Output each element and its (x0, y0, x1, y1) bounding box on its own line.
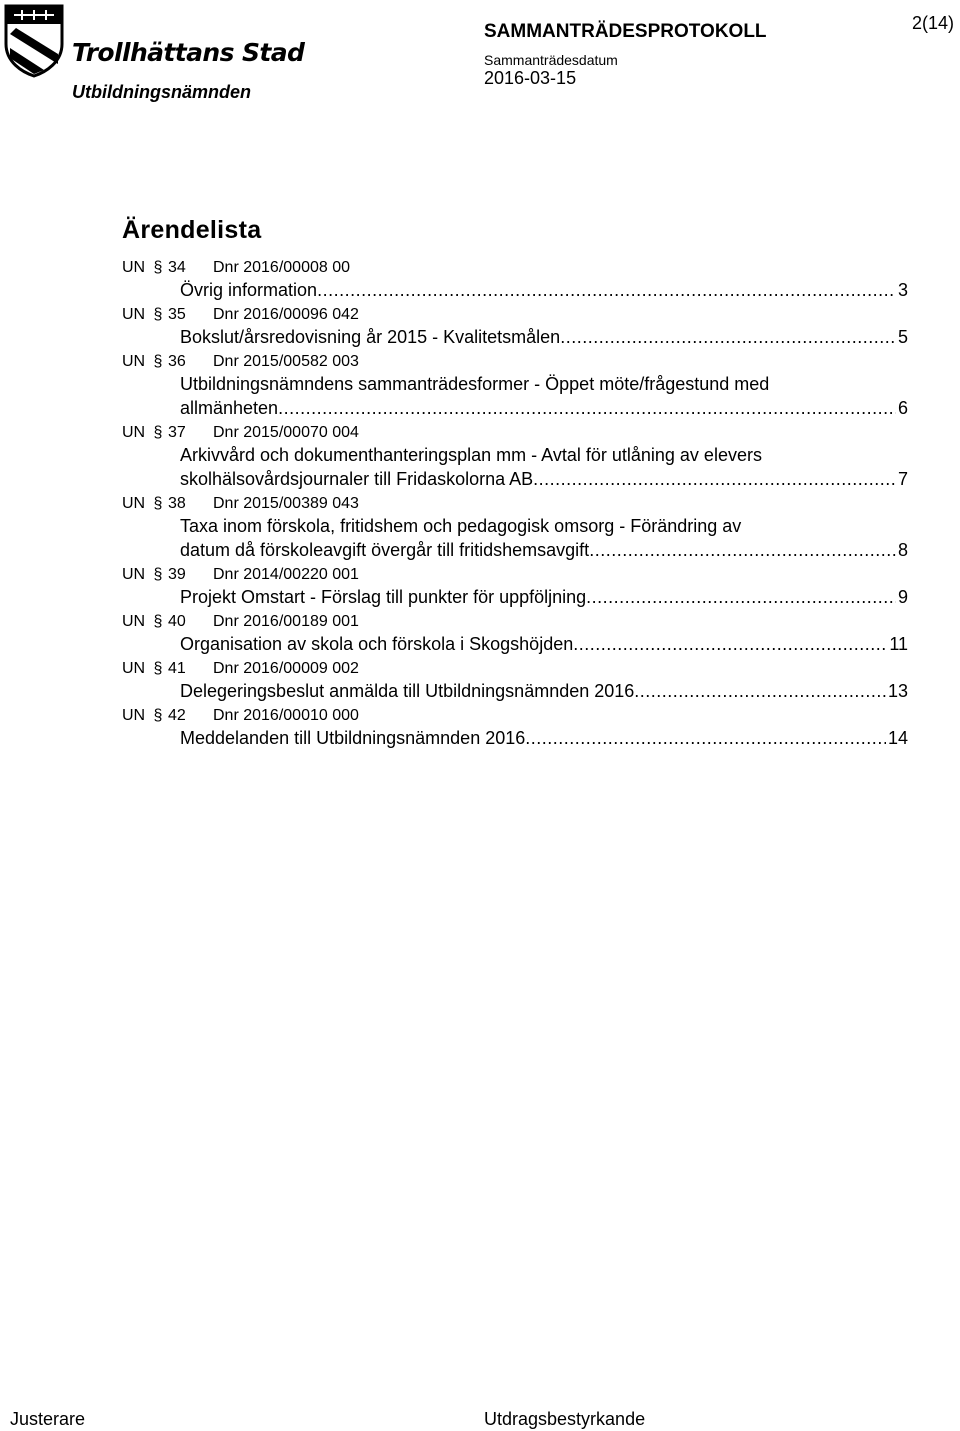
diary-number: Dnr 2016/00096 042 (213, 306, 359, 323)
paragraph-number: 41 (168, 660, 186, 677)
diary-number: Dnr 2015/00389 043 (213, 495, 359, 512)
diary-number: Dnr 2015/00070 004 (213, 424, 359, 441)
dot-leader (634, 679, 886, 703)
agenda-item-title-line (180, 325, 908, 349)
agenda-item[interactable] (122, 494, 908, 562)
agenda-item-page[interactable]: 3 (897, 280, 908, 300)
committee-code: UN (122, 707, 146, 724)
agenda-item-page[interactable]: 8 (897, 540, 908, 560)
footer-justerare: Justerare (10, 1409, 86, 1429)
agenda-item-page[interactable]: 5 (897, 327, 908, 347)
agenda-list (122, 258, 908, 753)
agenda-item-reference (122, 352, 908, 372)
agenda-item-title-line (180, 726, 908, 750)
section-sign-icon: § (153, 353, 163, 370)
paragraph-number: 39 (168, 566, 186, 583)
agenda-item[interactable] (122, 258, 908, 302)
paragraph-number: 36 (168, 353, 186, 370)
agenda-item[interactable] (122, 612, 908, 656)
page-number: 2(14) (911, 13, 954, 33)
agenda-item-title-text: Övrig information (180, 280, 318, 300)
agenda-item[interactable] (122, 352, 908, 420)
agenda-item-title (180, 443, 908, 491)
agenda-item-title (180, 585, 908, 609)
agenda-item-reference (122, 423, 908, 443)
agenda-item-title (180, 278, 908, 302)
section-title: Ärendelista (122, 216, 262, 244)
committee-code: UN (122, 306, 146, 323)
agenda-item-title-line (180, 585, 908, 609)
page-header (0, 0, 960, 110)
agenda-item[interactable] (122, 565, 908, 609)
committee-code: UN (122, 259, 146, 276)
agenda-item[interactable] (122, 659, 908, 703)
agenda-item-reference (122, 659, 908, 679)
section-sign-icon: § (153, 306, 163, 323)
committee-code: UN (122, 660, 146, 677)
section-sign-icon: § (153, 707, 163, 724)
diary-number: Dnr 2015/00582 003 (213, 353, 359, 370)
agenda-item-title-text: Organisation av skola och förskola i Skogshöjden (180, 634, 574, 654)
paragraph-number: 34 (168, 259, 186, 276)
section-sign-icon: § (153, 495, 163, 512)
footer-utdragsbestyrkande: Utdragsbestyrkande (484, 1409, 646, 1429)
agenda-item-title (180, 632, 908, 656)
agenda-item-title-text: allmänheten (180, 398, 279, 418)
agenda-item-page[interactable]: 9 (897, 587, 908, 607)
diary-number: Dnr 2016/00009 002 (213, 660, 359, 677)
committee-code: UN (122, 424, 146, 441)
agenda-item-title-text: skolhälsovårdsjournaler till Fridaskolorna AB (180, 469, 534, 489)
agenda-item-reference (122, 494, 908, 514)
dot-leader (317, 278, 896, 302)
agenda-item-title-line (180, 396, 908, 420)
dot-leader (525, 726, 886, 750)
agenda-item-reference (122, 565, 908, 585)
agenda-item-title-text: Meddelanden till Utbildningsnämnden 2016 (180, 728, 526, 748)
paragraph-number: 42 (168, 707, 186, 724)
diary-number: Dnr 2014/00220 001 (213, 566, 359, 583)
dot-leader (278, 396, 896, 420)
diary-number: Dnr 2016/00008 00 (213, 259, 350, 276)
agenda-item-title-line: Taxa inom förskola, fritidshem och pedagogisk omsorg - Förändring av (180, 516, 742, 536)
dot-leader (586, 585, 896, 609)
agenda-item-title (180, 726, 908, 750)
agenda-item-title (180, 514, 908, 562)
agenda-item-reference (122, 706, 908, 726)
dot-leader (589, 538, 896, 562)
agenda-item-page[interactable]: 11 (889, 634, 908, 654)
agenda-item-title-text: Delegeringsbeslut anmälda till Utbildningsnämnden 2016 (180, 681, 635, 701)
agenda-item-page[interactable]: 14 (887, 728, 908, 748)
agenda-item[interactable] (122, 305, 908, 349)
agenda-item-title-text: datum då förskoleavgift övergår till fritidshemsavgift (180, 540, 590, 560)
document-title: SAMMANTRÄDESPROTOKOLL (484, 21, 767, 42)
dot-leader (573, 632, 887, 656)
agenda-item-page[interactable]: 13 (887, 681, 908, 701)
committee-code: UN (122, 613, 146, 630)
agenda-item-title-line (180, 679, 908, 703)
agenda-item-page[interactable]: 7 (897, 469, 908, 489)
agenda-item-title-line (180, 467, 908, 491)
paragraph-number: 35 (168, 306, 186, 323)
date-label: Sammanträdesdatum (484, 52, 618, 68)
agenda-item-page[interactable]: 6 (897, 398, 908, 418)
agenda-item[interactable] (122, 423, 908, 491)
section-sign-icon: § (153, 613, 163, 630)
agenda-item-reference (122, 612, 908, 632)
committee-name: Utbildningsnämnden (72, 82, 251, 102)
committee-code: UN (122, 566, 146, 583)
paragraph-number: 38 (168, 495, 186, 512)
diary-number: Dnr 2016/00010 000 (213, 707, 359, 724)
dot-leader (533, 467, 896, 491)
agenda-item-title-text: Bokslut/årsredovisning år 2015 - Kvalitetsmålen (180, 327, 561, 347)
agenda-item-title-text: Projekt Omstart - Förslag till punkter för uppföljning (180, 587, 587, 607)
agenda-item[interactable] (122, 706, 908, 750)
agenda-item-reference (122, 305, 908, 325)
coat-of-arms-icon (4, 4, 64, 78)
section-sign-icon: § (153, 660, 163, 677)
section-sign-icon: § (153, 259, 163, 276)
logo-text: Trollhättans Stad (72, 38, 305, 67)
section-sign-icon: § (153, 566, 163, 583)
agenda-item-title-line (180, 538, 908, 562)
agenda-item-title-line (180, 278, 908, 302)
dot-leader (560, 325, 896, 349)
diary-number: Dnr 2016/00189 001 (213, 613, 359, 630)
agenda-item-title (180, 679, 908, 703)
agenda-item-title (180, 372, 908, 420)
date-value: 2016-03-15 (484, 68, 577, 88)
agenda-item-title-line (180, 632, 908, 656)
agenda-item-reference (122, 258, 908, 278)
committee-code: UN (122, 495, 146, 512)
paragraph-number: 37 (168, 424, 186, 441)
paragraph-number: 40 (168, 613, 186, 630)
section-sign-icon: § (153, 424, 163, 441)
committee-code: UN (122, 353, 146, 370)
agenda-item-title-line: Utbildningsnämndens sammanträdesformer - Öppet möte/frågestund med (180, 374, 770, 394)
agenda-item-title-line: Arkivvård och dokumenthanteringsplan mm - Avtal för utlåning av elevers (180, 445, 762, 465)
agenda-item-title (180, 325, 908, 349)
